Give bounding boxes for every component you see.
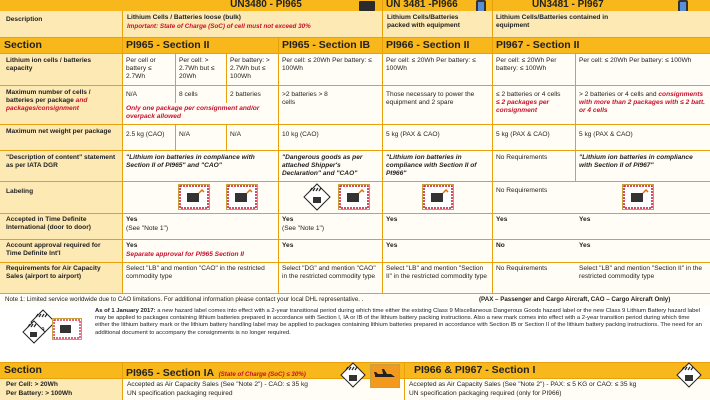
requirements-label: Requirements for Air Capacity Sales (airport to airport) [6,265,101,281]
ia-acceptance: Accepted as Air Capacity Sales (See "Note 2") - CAO: ≤ 35 kg [127,381,308,388]
section-i-packaging: UN specification packaging required (only for PI966) [409,390,562,397]
un3481-pi967-title: UN3481 - PI967 [532,0,604,10]
labeling-label: Labeling [6,188,34,195]
max-number-cell: >2 batteries > 8 cells [282,91,328,107]
requirements-cell: Select "LB" and mention "CAO" in the restricted commodity type [126,265,265,281]
max-number-cell: > 2 batteries or 4 cells and consignments with more than 2 packages with ≤ 2 batt. or 4 cells [579,91,705,115]
max-number-cell: Those necessary to power the equipment and 2 spare [386,91,475,107]
un3481-pi966-title: UN 3481 -PI966 [386,0,458,10]
weight-cell: 5 kg (PAX & CAO) [496,131,550,138]
weight-cell: N/A [179,131,190,138]
capacity-cell: Per cell: ≤ 20Wh Per battery: ≤ 100Wh [386,57,476,73]
weight-cell: N/A [230,131,241,138]
requirements-cell: Select "LB" and mention "Section II" in the restricted commodity type [579,265,702,281]
section-i-acceptance: Accepted as Air Capacity Sales (See "Note 2") - PAX: ≤ 5 KG or CAO: ≤ 35 kg [409,381,637,388]
description-label: Description [6,16,43,23]
pi965-section-ib-header: PI965 - Section IB [282,39,371,51]
class9-hazard-icon [340,362,366,388]
pi966-description: Lithium Cells/Batteries packed with equipment [387,14,460,30]
time-definite-cell: Yes [126,216,138,223]
approval-cell: Yes [126,242,138,249]
requirements-cell: Select "LB" and mention "Section II" in the restricted commodity type [386,265,487,281]
max-number-cell: 2 batteries [230,91,261,98]
lithium-battery-mark-icon [52,318,82,340]
labeling-none: No Requirements [496,187,548,194]
lithium-battery-mark-icon [338,184,370,210]
approval-note: Separate approval for PI965 Section II [126,251,244,258]
class9-hazard-icon [676,362,702,388]
lithium-battery-mark-icon [178,184,210,210]
lithium-battery-mark-icon [622,184,654,210]
capacity-cell: Per cell: ≤ 20Wh Per battery: ≤ 100Wh [579,57,692,64]
requirements-cell: No Requirements [496,265,548,272]
pi966-pi967-section-i-header: PI966 & PI967 - Section I [414,364,536,376]
jan2017-note: As of 1 January 2017: a new hazard label comes into effect with a 2-year transitional period during which time either the existing Class 9 Miscellaneous Dangerous Goods hazard label or the new Class 9 Lithium Battery hazard label may be applied to packages containing lithium batteries prepared in accordance with Section I, IA or IB of the lithium battery packing instructions. Also a new mark comes into effect with a 2-year transition period during which time either the lithium battery mark or the lithium battery handling label may be applied to packages containing lithium batteries prepared in accordance with Section IB or Section II of the lithium battery packing instructions. The need for an additional document to accompany the consignments is no longer required. [95,308,702,336]
weight-label: Maximum net weight per package [6,128,112,135]
content-cell: "Lithium ion batteries in compliance with Section II of PI966" [386,154,477,178]
approval-cell: Yes [386,242,398,249]
requirements-cell: Select "DG" and mention "CAO" in the restricted commodity type [282,265,376,281]
capacity-cell: Per cell: ≤ 20Wh Per battery: ≤ 100Wh [282,57,372,73]
time-definite-note: (See "Note 1") [126,225,169,232]
pi966-section-ii-header: PI966 - Section II [386,39,470,51]
pi965-section-ia-header: PI965 - Section IA (State of Charge (SoC) ≤ 30%) [126,367,306,378]
content-cell: "Lithium ion batteries in compliance with Section II of PI967" [579,154,693,170]
content-label: "Description of content" statement as per IATA DGR [6,154,116,170]
time-definite-label: Accepted in Time Definite International (door to door) [6,216,91,232]
ia-packaging: UN specification packaging required [127,390,233,397]
time-definite-cell: Yes [282,216,294,223]
approval-cell: Yes [282,242,294,249]
pi965-soc-note: Important: State of Charge (SoC) of cell must not exceed 30% [127,23,311,30]
content-cell: "Lithium ion batteries in compliance with Section II of PI965" and "CAO" [126,154,255,170]
battery-icon [359,1,375,11]
pi967-description: Lithium Cells/Batteries contained in equipment [496,14,609,30]
capacity-cell: Per battery: > 2.7Wh but ≤ 100Wh [230,57,270,81]
time-definite-cell: Yes [496,216,508,223]
aircraft-legend: (PAX – Passenger and Cargo Aircraft, CAO – Cargo Aircraft Only) [479,296,671,303]
capacity-cell: Per cell: ≤ 20Wh Per battery: ≤ 100Wh [496,57,557,73]
max-number-cell: 8 cells [179,91,198,98]
cargo-aircraft-only-icon [370,364,400,388]
lithium-battery-mark-icon [422,184,454,210]
approval-label: Account approval required for Time Definite Int'l [6,242,101,258]
time-definite-note: (See "Note 1") [282,225,325,232]
per-battery-label: Per Battery: > 100Wh [6,390,73,397]
weight-cell: 10 kg (CAO) [282,131,319,138]
pi965-description: Lithium Cells / Batteries loose (bulk) [127,14,241,21]
time-definite-cell: Yes [386,216,398,223]
class9-hazard-icon [303,183,331,211]
un3480-title: UN3480 - PI965 [230,0,302,10]
approval-cell: No [496,242,505,249]
content-cell: "Dangerous goods as per attached Shipper's Declaration" and "CAO" [282,154,363,178]
note1-text: Note 1: Limited service worldwide due to CAO limitations. For additional information please contact your local DHL representative. . [5,296,364,303]
section-label: Section [4,39,42,51]
max-number-label: Maximum number of cells / batteries per package and packages/consignment [6,89,91,113]
capacity-cell: Per cell: > 2.7Wh but ≤ 20Wh [179,57,215,81]
max-number-cell: N/A [126,91,137,98]
bottom-section-label: Section [4,364,42,376]
lithium-battery-mark-icon [226,184,258,210]
consignment-note: Only one package per consignment and/or overpack allowed [126,105,260,121]
pi967-section-ii-header: PI967 - Section II [496,39,580,51]
class9-hazard-icon [22,320,46,344]
capacity-cell: Per cell or battery ≤ 2.7Wh [126,57,156,81]
per-cell-label: Per Cell: > 20Wh [6,381,58,388]
time-definite-cell: Yes [579,216,591,223]
capacity-label: Lithium ion cells / batteries capacity [6,57,92,73]
weight-cell: 5 kg (PAX & CAO) [579,131,633,138]
approval-cell: Yes [579,242,591,249]
content-cell: No Requirements [496,154,548,161]
max-number-cell: ≤ 2 batteries or 4 cells ≤ 2 packages per consignment [496,91,561,115]
pi965-section-ii-header: PI965 - Section II [126,39,210,51]
weight-cell: 2.5 kg (CAO) [126,131,165,138]
weight-cell: 5 kg (PAX & CAO) [386,131,440,138]
